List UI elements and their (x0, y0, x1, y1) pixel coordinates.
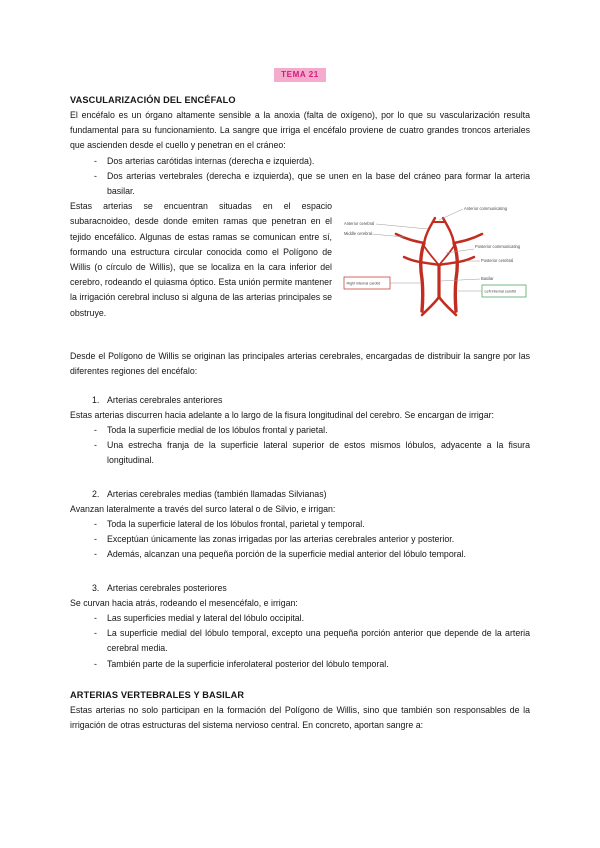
willis-arteries-illustration (342, 201, 530, 319)
section2-paragraph: Estas arterias no solo participan en la formación del Polígono de Willis, sino que también son responsables de la irrigación de otras estructuras del sistema nervioso central. En concreto, aportan sangre a: (70, 704, 530, 731)
list-item: - Toda la superficie lateral de los lóbulos frontal, parietal y temporal. (70, 517, 530, 532)
section-title-vertebrales-basilar: ARTERIAS VERTEBRALES Y BASILAR (70, 689, 245, 700)
item-number: 2. (92, 488, 100, 499)
figure-label-posterior-communicating: Posterior communicating (475, 244, 521, 250)
item-number: 3. (92, 582, 100, 593)
willis-section (70, 199, 530, 321)
numbered-item-title-2 (70, 487, 530, 502)
list-item: - Una estrecha franja de la superficie lateral superior de estos mismos lóbulos, adyacente a la fisura longitudinal. (70, 438, 530, 468)
spacer (70, 672, 530, 690)
distribute-paragraph: Desde el Polígono de Willis se originan las principales arterias cerebrales, encargadas de distribuir la sangre por las diferentes regiones del encéfalo: (70, 351, 530, 377)
list-item: - Las superficies medial y lateral del lóbulo occipital. (70, 611, 530, 626)
item-title-text: Arterias cerebrales anteriores (107, 394, 223, 405)
figure-label-anterior-cerebral: Anterior cerebral (344, 221, 375, 227)
figure-label-posterior-cerebral: Posterior cerebral (481, 258, 514, 264)
item-title-text: Arterias cerebrales posteriores (107, 582, 227, 593)
list-item: - La superficie medial del lóbulo temporal, excepto una pequeña porción anterior que depende de la arteria cerebral media. (70, 626, 530, 656)
item-number: 1. (92, 394, 100, 405)
intro-paragraph: El encéfalo es un órgano altamente sensible a la anoxia (falta de oxígeno), por lo que su vascularización resulta fundamental para su funcionamiento. La sangre que irriga el encéfalo proviene de cuatro grandes troncos arteriales que ascienden desde el cuello y penetran en el cráneo: (70, 110, 530, 151)
willis-paragraph: Estas arterias se encuentran situadas en el espacio subaracnoideo, desde donde emiten ramas que penetran en el tejido encefálico. Algunas de estas ramas se comunican entre sí, formando una estructura circular conocida como el Polígono de Willis (o círculo de Willis), que se localiza en la cara inferior del cerebro, rodeando el quiasma óptico. Esta unión permite mantener la irrigación cerebral incluso si alguna de las arterias principales se obstruye. (70, 201, 332, 318)
circle-of-willis-diagram (342, 201, 530, 319)
tema-badge-row (70, 64, 530, 82)
spacer (70, 323, 530, 349)
spacer (70, 469, 530, 487)
item-title-text: Arterias cerebrales medias (también llamadas Silvianas) (107, 488, 327, 499)
tema-badge: TEMA 21 (274, 68, 326, 82)
page-title: VASCULARIZACIÓN DEL ENCÉFALO (70, 95, 236, 105)
list-item: - Dos arterias vertebrales (derecha e izquierda), que se unen en la base del cráneo para formar la arteria basilar. (70, 169, 530, 199)
list-item: - Además, alcanzan una pequeña porción de la superficie medial anterior del lóbulo temporal. (70, 547, 530, 562)
figure-label-basilar: Basilar (481, 276, 494, 282)
spacer (70, 380, 530, 393)
list-item: - Toda la superficie medial de los lóbulos frontal y parietal. (70, 423, 530, 438)
artery-paths (396, 218, 482, 315)
list-item: - Dos arterias carótidas internas (derecha e izquierda). (70, 154, 530, 169)
figure-label-left-internal-carotid: Left internal carotid (484, 289, 516, 294)
intro-bullet-list (70, 154, 530, 200)
numbered-item-title-3 (70, 581, 530, 596)
item-3-lead: Se curvan hacia atrás, rodeando el mesencéfalo, e irrigan: (70, 597, 298, 608)
item-2-bullet-list (70, 517, 530, 563)
spacer (70, 563, 530, 581)
figure-label-right-internal-carotid: Right internal carotid (346, 281, 381, 286)
item-1-lead: Estas arterias discurren hacia adelante a lo largo de la fisura longitudinal del cerebro. Se encargan de irrigar: (70, 409, 494, 420)
item-3-bullet-list (70, 611, 530, 672)
numbered-item-title-1 (70, 393, 530, 408)
item-1-bullet-list (70, 423, 530, 469)
list-item: - También parte de la superficie inferolateral posterior del lóbulo temporal. (70, 657, 530, 672)
figure-label-middle-cerebral: Middle cerebral (344, 231, 372, 237)
figure-label-anterior-communicating: Anterior communicating (464, 206, 508, 212)
list-item: - Exceptúan únicamente las zonas irrigadas por las arterias cerebrales anterior y posterior. (70, 532, 530, 547)
item-2-lead: Avanzan lateralmente a través del surco lateral o de Silvio, e irrigan: (70, 503, 336, 514)
